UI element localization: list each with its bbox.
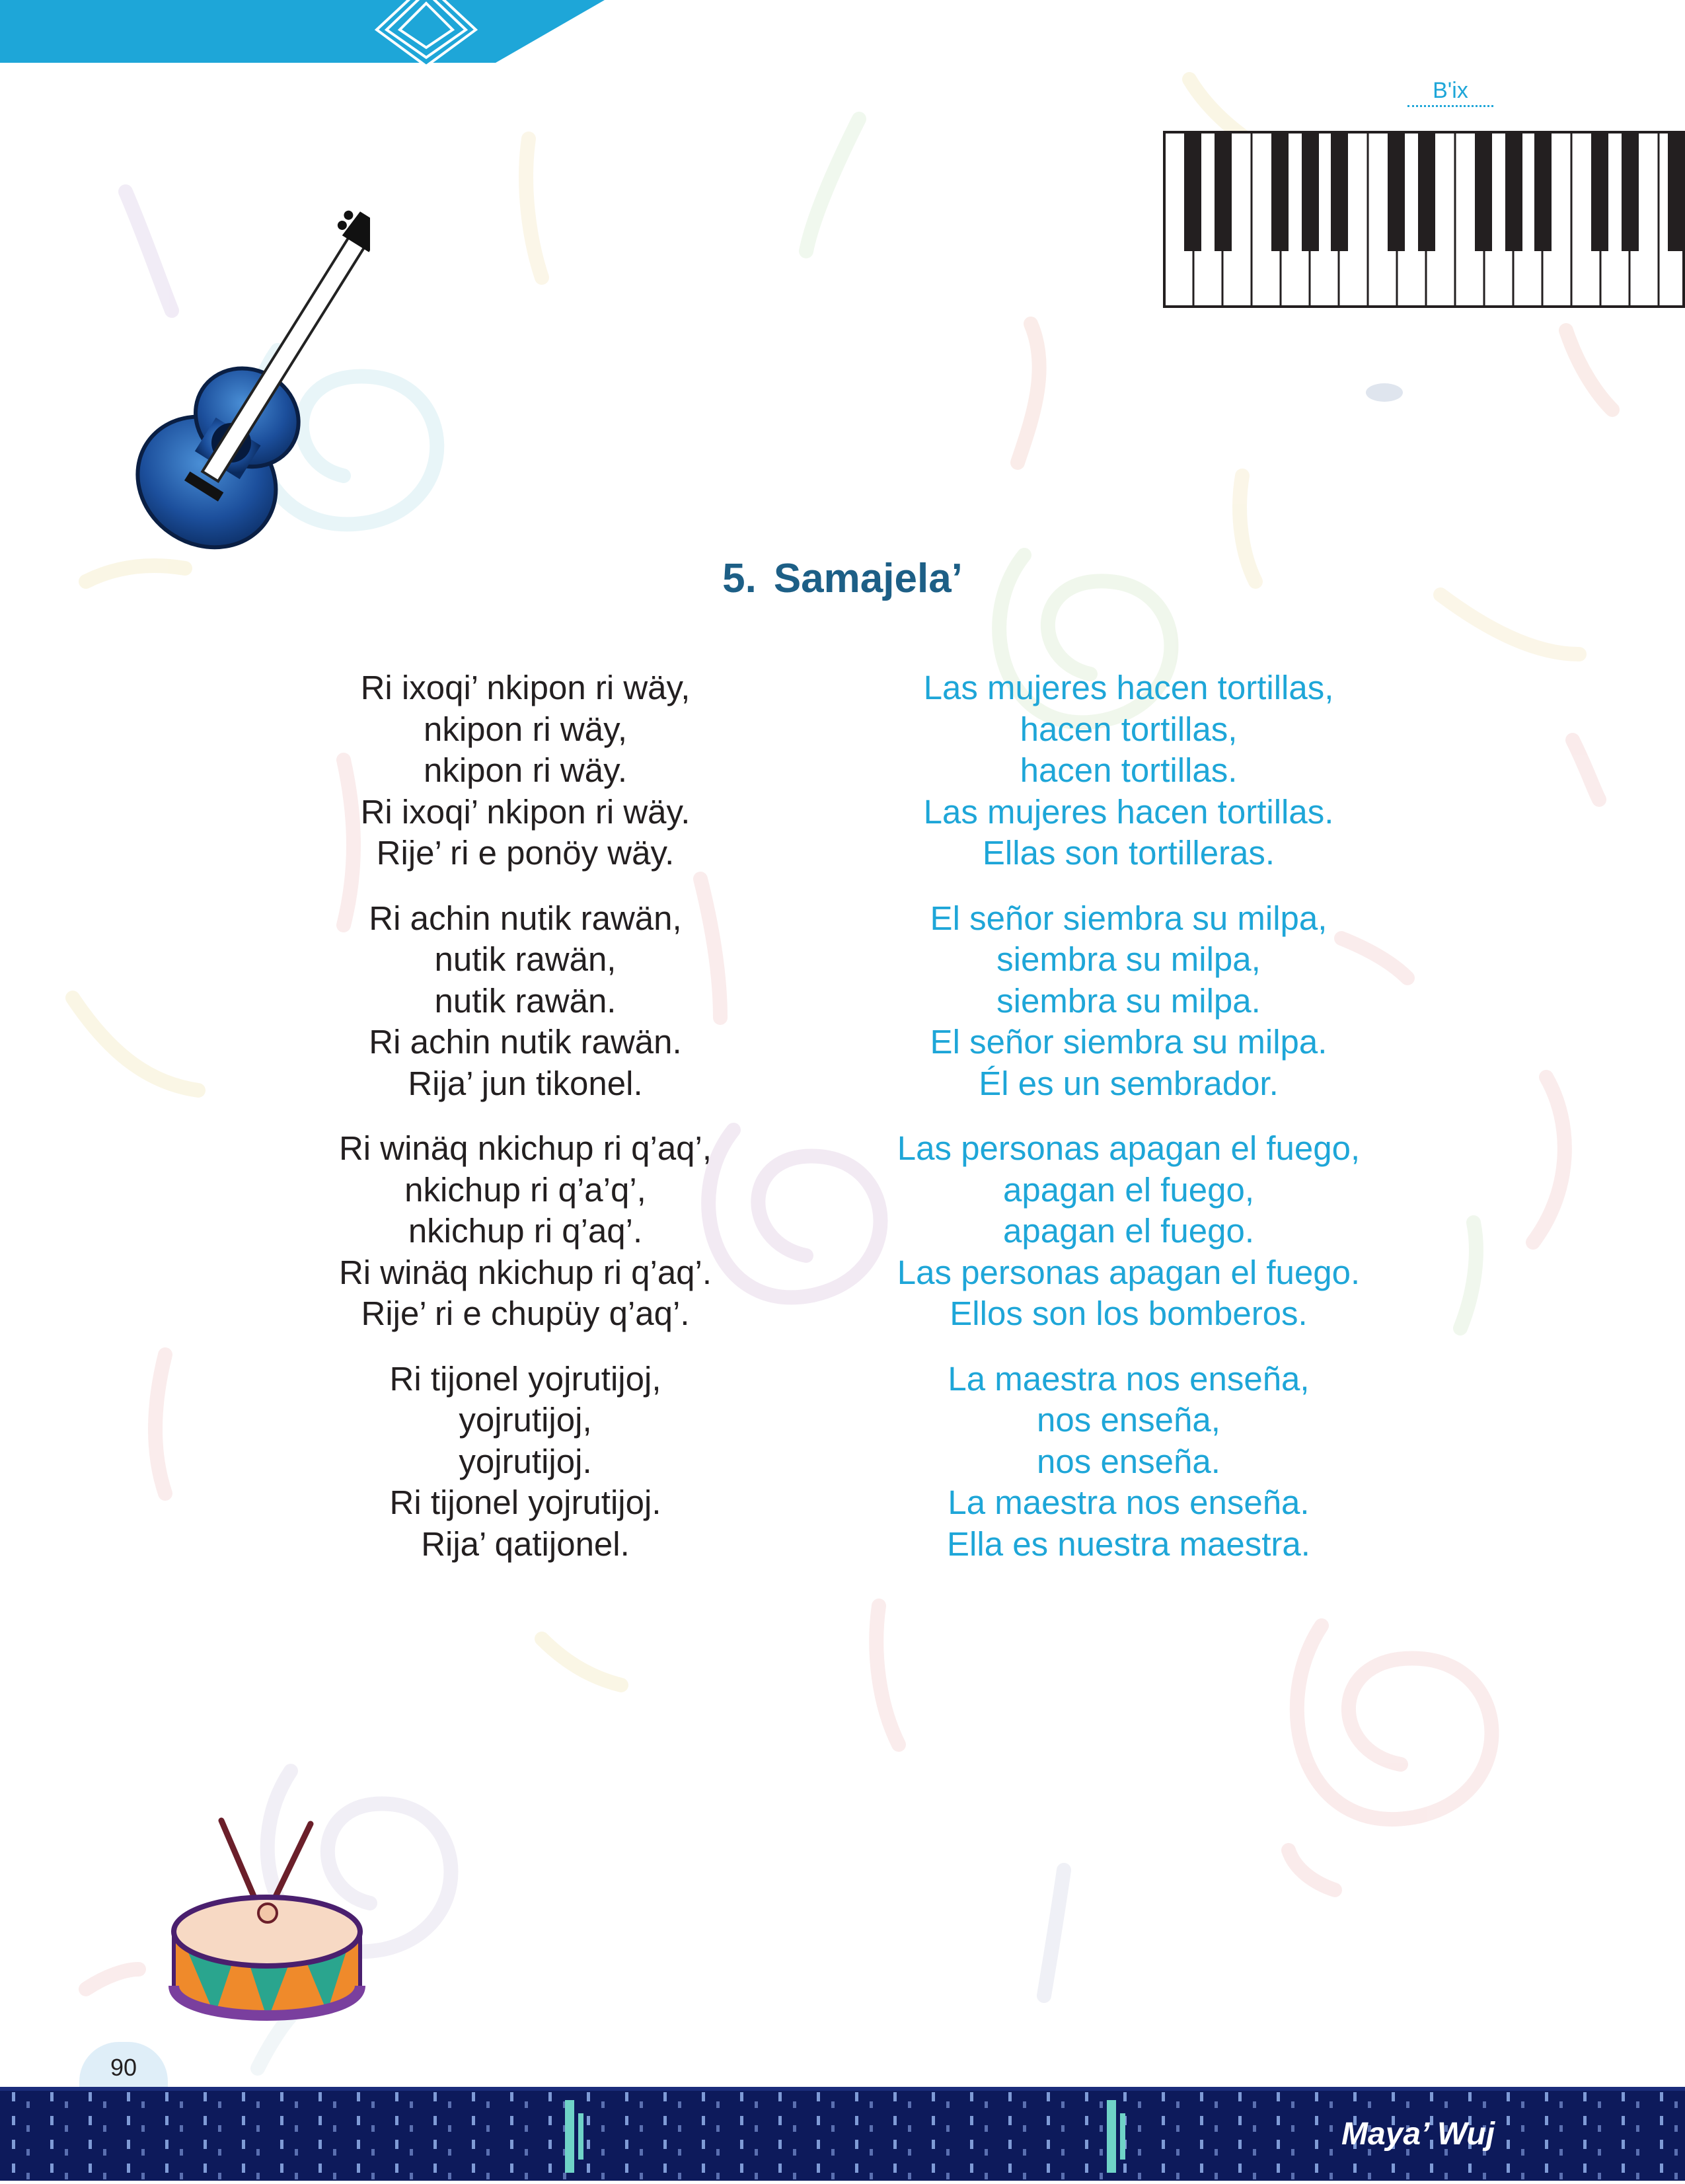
stanza bbox=[228, 898, 823, 1105]
lyric-line: nos enseña, bbox=[1037, 1401, 1220, 1439]
lyric-line: Ri achin nutik rawän, bbox=[369, 899, 682, 937]
lyric-line: Ellas son tortilleras. bbox=[982, 834, 1275, 872]
lyric-line: La maestra nos enseña, bbox=[948, 1359, 1310, 1398]
kaqchikel-lyrics bbox=[228, 667, 823, 1589]
lyric-line: yojrutijoj. bbox=[459, 1442, 592, 1480]
stanza bbox=[831, 898, 1426, 1105]
piano-keyboard-icon bbox=[1163, 131, 1685, 308]
lyric-line: Ri winäq nkichup ri q’aq’. bbox=[338, 1253, 712, 1291]
lyric-line: Rija’ jun tikonel. bbox=[408, 1064, 643, 1102]
lyric-line: nkichup ri q’aq’. bbox=[408, 1212, 643, 1250]
section-label: B'ix bbox=[1407, 78, 1493, 107]
lyric-line: El señor siembra su milpa, bbox=[930, 899, 1328, 937]
lyric-line: El señor siembra su milpa. bbox=[930, 1023, 1328, 1061]
lyric-line: Las personas apagan el fuego, bbox=[897, 1129, 1361, 1167]
lyric-line: Él es un sembrador. bbox=[979, 1064, 1279, 1102]
stanza bbox=[831, 1128, 1426, 1335]
stanza bbox=[831, 667, 1426, 874]
lyric-line: La maestra nos enseña. bbox=[948, 1484, 1310, 1521]
lyric-line: apagan el fuego, bbox=[1002, 1170, 1254, 1209]
lyric-line: Las mujeres hacen tortillas, bbox=[923, 669, 1334, 706]
lyric-line: Ri ixoqi’ nkipon ri wäy, bbox=[360, 669, 691, 706]
lyric-line: Ri tijonel yojrutijoj, bbox=[389, 1359, 661, 1398]
lyric-line: Las mujeres hacen tortillas. bbox=[923, 792, 1334, 831]
drum-icon bbox=[168, 1814, 367, 2035]
lyric-line: nos enseña. bbox=[1037, 1442, 1220, 1480]
lyric-line: apagan el fuego. bbox=[1002, 1212, 1254, 1250]
lyric-line: Rije’ ri e ponöy wäy. bbox=[376, 834, 675, 872]
header-band bbox=[0, 0, 1685, 73]
lyric-line: Ri winäq nkichup ri q’aq’, bbox=[338, 1129, 712, 1167]
guitar-icon bbox=[106, 178, 370, 562]
stanza bbox=[228, 667, 823, 874]
lyric-line: nkipon ri wäy, bbox=[423, 710, 628, 748]
lyric-line: nkipon ri wäy. bbox=[423, 751, 628, 789]
spanish-lyrics bbox=[831, 667, 1426, 1589]
song-number: 5. bbox=[722, 556, 757, 601]
lyric-line: nutik rawän. bbox=[434, 981, 617, 1020]
stanza bbox=[228, 1359, 823, 1565]
lyric-line: Ri ixoqi’ nkipon ri wäy. bbox=[360, 792, 691, 831]
lyric-line: Las personas apagan el fuego. bbox=[897, 1253, 1361, 1291]
lyric-line: Ellos son los bomberos. bbox=[950, 1295, 1308, 1332]
stanza bbox=[228, 1128, 823, 1335]
lyric-line: yojrutijoj, bbox=[459, 1401, 592, 1439]
lyric-line: siembra su milpa. bbox=[996, 981, 1261, 1020]
song-title-text: Samajela’ bbox=[773, 556, 963, 601]
song-title bbox=[0, 555, 1685, 602]
stanza bbox=[831, 1359, 1426, 1565]
page-number: 90 bbox=[110, 2054, 137, 2081]
lyric-line: hacen tortillas, bbox=[1020, 710, 1238, 748]
lyric-line: Ella es nuestra maestra. bbox=[947, 1525, 1310, 1563]
lyric-line: nkichup ri q’a’q’, bbox=[404, 1170, 646, 1209]
lyric-line: Ri achin nutik rawän. bbox=[369, 1023, 682, 1061]
lyric-line: siembra su milpa, bbox=[996, 940, 1261, 978]
lyric-line: Rija’ qatijonel. bbox=[421, 1525, 630, 1563]
lyric-line: Rije’ ri e chupüy q’aq’. bbox=[361, 1295, 690, 1332]
lyric-line: Ri tijonel yojrutijoj. bbox=[389, 1484, 661, 1521]
book-title: Maya’ Wuj bbox=[1341, 2117, 1495, 2152]
lyric-line: nutik rawän, bbox=[434, 940, 617, 978]
lyric-line: hacen tortillas. bbox=[1020, 751, 1238, 789]
